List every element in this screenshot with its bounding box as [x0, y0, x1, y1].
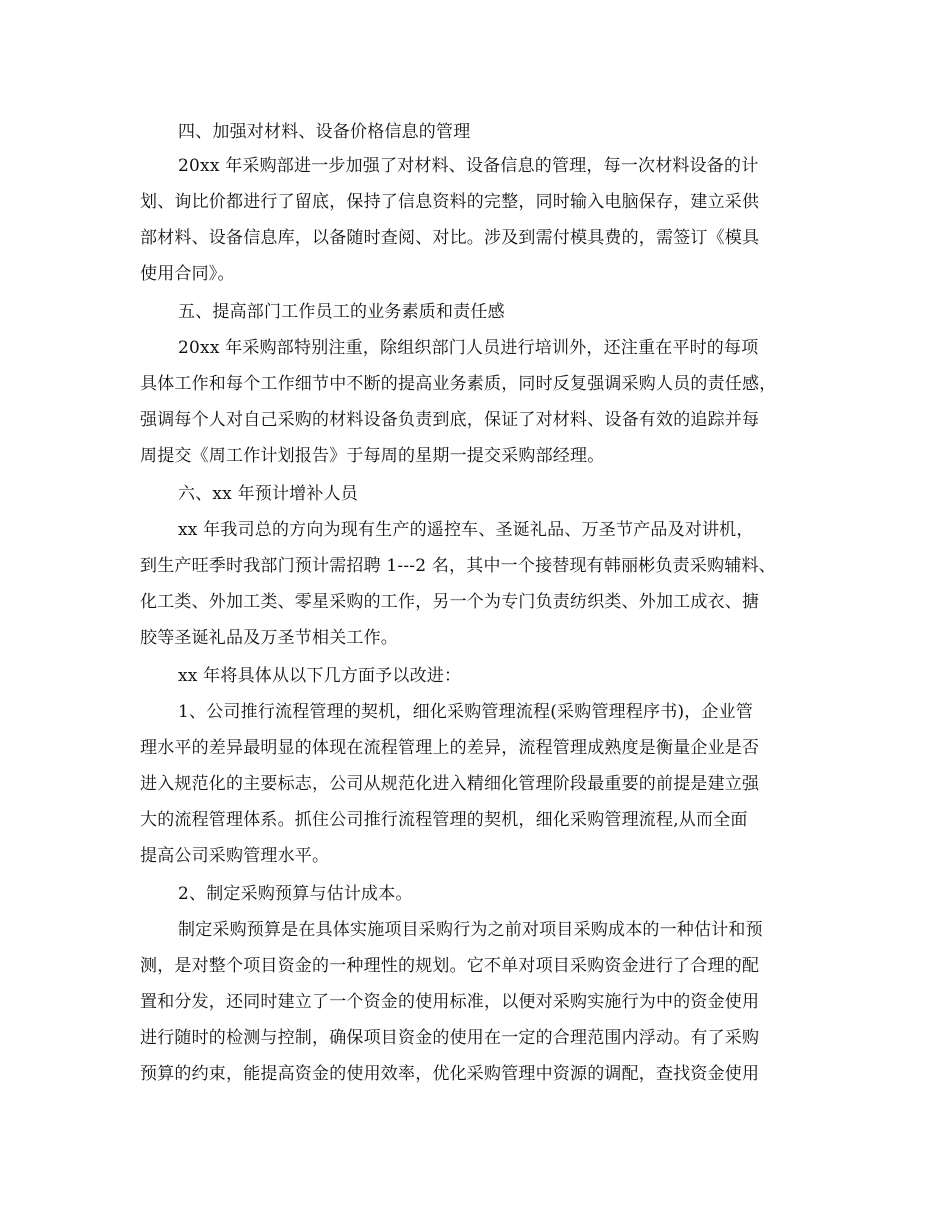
paragraph-line: 理水平的差异最明显的体现在流程管理上的差异，流程管理成熟度是衡量企业是否 — [140, 738, 760, 758]
paragraph-line: 提高公司采购管理水平。 — [140, 846, 330, 866]
paragraph-line: 到生产旺季时我部门预计需招聘 1---2 名，其中一个接替现有韩丽彬负责采购辅料、 — [140, 556, 776, 576]
paragraph-line: 进入规范化的主要标志，公司从规范化进入精细化管理阶段最重要的前提是建立强 — [140, 774, 760, 794]
paragraph-line: 20xx 年采购部进一步加强了对材料、设备信息的管理，每一次材料设备的计 — [178, 156, 759, 176]
paragraph-line: 20xx 年采购部特别注重，除组织部门人员进行培训外，还注重在平时的每项 — [178, 338, 759, 358]
list-item-1-line: 1、公司推行流程管理的契机，细化采购管理流程(采购管理程序书)，企业管 — [178, 702, 754, 722]
heading-section-4: 四、加强对材料、设备价格信息的管理 — [178, 122, 471, 142]
paragraph-line: 具体工作和每个工作细节中不断的提高业务素质，同时反复强调采购人员的责任感， — [140, 374, 777, 394]
heading-section-6: 六、xx 年预计增补人员 — [178, 484, 358, 504]
paragraph-line: 置和分发，还同时建立了一个资金的使用标准，以便对采购实施行为中的资金使用 — [140, 992, 760, 1012]
paragraph-line: 制定采购预算是在具体实施项目采购行为之前对项目采购成本的一种估计和预 — [178, 920, 763, 940]
paragraph-line: 大的流程管理体系。抓住公司推行流程管理的契机，细化采购管理流程,从而全面 — [140, 810, 748, 830]
paragraph-line: 划、询比价都进行了留底，保持了信息资料的完整，同时输入电脑保存，建立采供 — [140, 192, 760, 212]
paragraph-line: 使用合同》。 — [140, 264, 235, 284]
paragraph-line: 测，是对整个项目资金的一种理性的规划。它不单对项目采购资金进行了合理的配 — [140, 956, 760, 976]
heading-section-5: 五、提高部门工作员工的业务素质和责任感 — [178, 302, 505, 322]
paragraph-line: 化工类、外加工类、零星采购的工作，另一个为专门负责纺织类、外加工成衣、搪 — [140, 592, 760, 612]
paragraph-line: 预算的约束，能提高资金的使用效率，优化采购管理中资源的调配，查找资金使用 — [140, 1064, 760, 1084]
list-item-2-line: 2、制定采购预算与估计成本。 — [178, 884, 413, 904]
paragraph-line: 周提交《周工作计划报告》于每周的星期一提交采购部经理。 — [140, 446, 605, 466]
paragraph-line: 胶等圣诞礼品及万圣节相关工作。 — [140, 628, 398, 648]
paragraph-intro: xx 年将具体从以下几方面予以改进： — [178, 666, 462, 686]
paragraph-line: 强调每个人对自己采购的材料设备负责到底，保证了对材料、设备有效的追踪并每 — [140, 410, 760, 430]
paragraph-line: xx 年我司总的方向为现有生产的遥控车、圣诞礼品、万圣节产品及对讲机， — [178, 520, 754, 540]
paragraph-line: 进行随时的检测与控制，确保项目资金的使用在一定的合理范围内浮动。有了采购 — [140, 1028, 760, 1048]
paragraph-line: 部材料、设备信息库，以备随时查阅、对比。涉及到需付模具费的，需签订《模具 — [140, 228, 760, 248]
